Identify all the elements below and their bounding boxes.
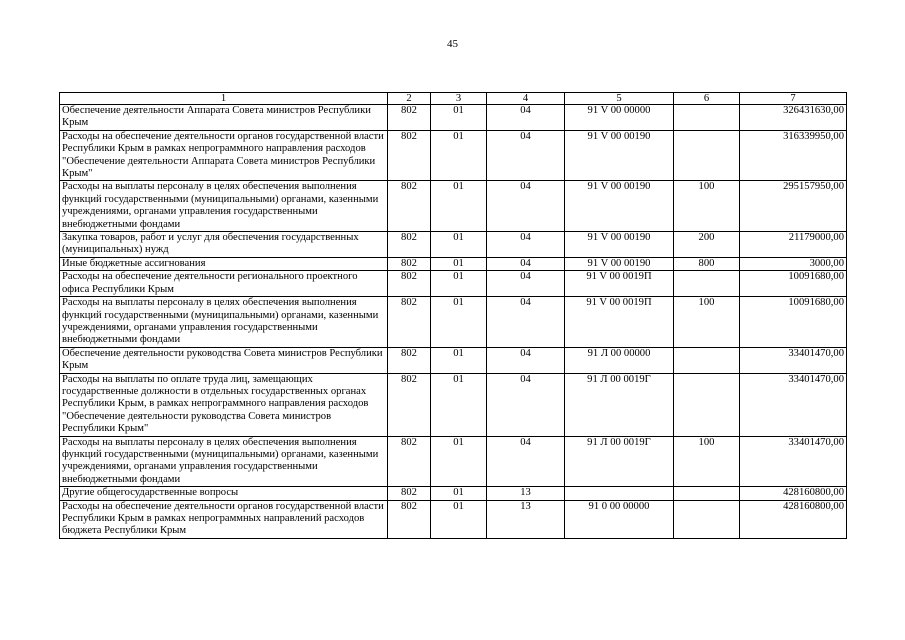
table-header-row [60,93,847,105]
table-row [60,347,847,373]
row-amount-cell: 326431630,00 [740,105,847,131]
row-amount-cell: 10091680,00 [740,271,847,297]
table-row [60,297,847,348]
row-expense-type-cell [674,373,740,436]
row-name-cell: Обеспечение деятельности руководства Совета министров Республики Крым [60,347,388,373]
row-target-article-cell: 91 Л 00 00000 [565,347,674,373]
row-admin-code-cell: 802 [388,232,431,258]
row-target-article-cell: 91 V 00 0019П [565,297,674,348]
table-row [60,436,847,487]
row-expense-type-cell: 800 [674,257,740,270]
row-subsection-cell: 04 [487,232,565,258]
row-subsection-cell: 13 [487,487,565,500]
row-expense-type-cell [674,347,740,373]
table-row [60,181,847,232]
row-name-cell: Расходы на обеспечение деятельности регионального проектного офиса Республики Крым [60,271,388,297]
row-expense-type-cell [674,271,740,297]
row-section-cell: 01 [431,297,487,348]
row-name-cell: Иные бюджетные ассигнования [60,257,388,270]
row-subsection-cell: 04 [487,373,565,436]
table-row [60,130,847,181]
row-subsection-cell: 13 [487,500,565,538]
row-admin-code-cell: 802 [388,130,431,181]
row-target-article-cell: 91 V 00 00190 [565,232,674,258]
row-target-article-cell: 91 Л 00 0019Г [565,436,674,487]
row-target-article-cell: 91 Л 00 0019Г [565,373,674,436]
row-expense-type-cell [674,500,740,538]
row-section-cell: 01 [431,232,487,258]
row-admin-code-cell: 802 [388,257,431,270]
row-subsection-cell: 04 [487,297,565,348]
row-name-cell: Расходы на обеспечение деятельности органов государственной власти Республики Крым в рамках непрограммных направлений расходов бюджета Республики Крым [60,500,388,538]
row-name-cell: Расходы на выплаты персоналу в целях обеспечения выполнения функций государственными (муниципальными) органами, казенными учреждениями, органами управления государственными внебюджетными фондами [60,436,388,487]
row-expense-type-cell: 100 [674,181,740,232]
row-subsection-cell: 04 [487,181,565,232]
row-subsection-cell: 04 [487,436,565,487]
row-amount-cell: 295157950,00 [740,181,847,232]
column-header: 2 [388,93,431,105]
row-amount-cell: 428160800,00 [740,487,847,500]
row-section-cell: 01 [431,347,487,373]
budget-table [59,92,847,539]
row-target-article-cell: 91 V 00 0019П [565,271,674,297]
table-row [60,105,847,131]
row-section-cell: 01 [431,500,487,538]
row-target-article-cell: 91 V 00 00190 [565,130,674,181]
row-target-article-cell: 91 V 00 00190 [565,181,674,232]
row-target-article-cell: 91 V 00 00000 [565,105,674,131]
page-number: 45 [447,38,458,50]
row-name-cell: Расходы на выплаты по оплате труда лиц, замещающих государственные должности в отдельных государственных органах Республики Крым, в рамках непрограммного направления расходов "Обеспечение деятельности руководства Совета министров Республики Крым" [60,373,388,436]
row-section-cell: 01 [431,487,487,500]
row-subsection-cell: 04 [487,130,565,181]
table-row [60,500,847,538]
column-header: 4 [487,93,565,105]
table-row [60,271,847,297]
row-section-cell: 01 [431,436,487,487]
row-admin-code-cell: 802 [388,436,431,487]
table-row [60,232,847,258]
row-admin-code-cell: 802 [388,500,431,538]
row-expense-type-cell [674,487,740,500]
row-expense-type-cell [674,105,740,131]
row-expense-type-cell [674,130,740,181]
row-section-cell: 01 [431,130,487,181]
row-name-cell: Закупка товаров, работ и услуг для обеспечения государственных (муниципальных) нужд [60,232,388,258]
row-amount-cell: 33401470,00 [740,347,847,373]
row-section-cell: 01 [431,181,487,232]
column-header: 7 [740,93,847,105]
row-section-cell: 01 [431,271,487,297]
row-admin-code-cell: 802 [388,181,431,232]
row-name-cell: Расходы на обеспечение деятельности органов государственной власти Республики Крым в рамках непрограммного направления расходов "Обеспечение деятельности Аппарата Совета министров Республики Крым" [60,130,388,181]
table-row [60,257,847,270]
row-section-cell: 01 [431,373,487,436]
row-expense-type-cell: 200 [674,232,740,258]
row-amount-cell: 33401470,00 [740,436,847,487]
row-admin-code-cell: 802 [388,347,431,373]
row-name-cell: Другие общегосударственные вопросы [60,487,388,500]
row-amount-cell: 10091680,00 [740,297,847,348]
row-name-cell: Обеспечение деятельности Аппарата Совета министров Республики Крым [60,105,388,131]
row-name-cell: Расходы на выплаты персоналу в целях обеспечения выполнения функций государственными (муниципальными) органами, казенными учреждениями, органами управления государственными внебюджетными фондами [60,297,388,348]
row-admin-code-cell: 802 [388,271,431,297]
row-expense-type-cell: 100 [674,436,740,487]
column-header: 1 [60,93,388,105]
table-row [60,487,847,500]
column-header: 5 [565,93,674,105]
row-section-cell: 01 [431,257,487,270]
row-admin-code-cell: 802 [388,487,431,500]
row-admin-code-cell: 802 [388,105,431,131]
row-admin-code-cell: 802 [388,373,431,436]
row-amount-cell: 428160800,00 [740,500,847,538]
row-section-cell: 01 [431,105,487,131]
row-expense-type-cell: 100 [674,297,740,348]
row-admin-code-cell: 802 [388,297,431,348]
row-target-article-cell [565,487,674,500]
table-row [60,373,847,436]
row-amount-cell: 316339950,00 [740,130,847,181]
row-subsection-cell: 04 [487,105,565,131]
row-subsection-cell: 04 [487,347,565,373]
row-amount-cell: 3000,00 [740,257,847,270]
row-subsection-cell: 04 [487,271,565,297]
row-amount-cell: 33401470,00 [740,373,847,436]
row-name-cell: Расходы на выплаты персоналу в целях обеспечения выполнения функций государственными (муниципальными) органами, казенными учреждениями, органами управления государственными внебюджетными фондами [60,181,388,232]
column-header: 3 [431,93,487,105]
row-subsection-cell: 04 [487,257,565,270]
column-header: 6 [674,93,740,105]
table-body [60,105,847,539]
row-target-article-cell: 91 0 00 00000 [565,500,674,538]
row-amount-cell: 21179000,00 [740,232,847,258]
row-target-article-cell: 91 V 00 00190 [565,257,674,270]
